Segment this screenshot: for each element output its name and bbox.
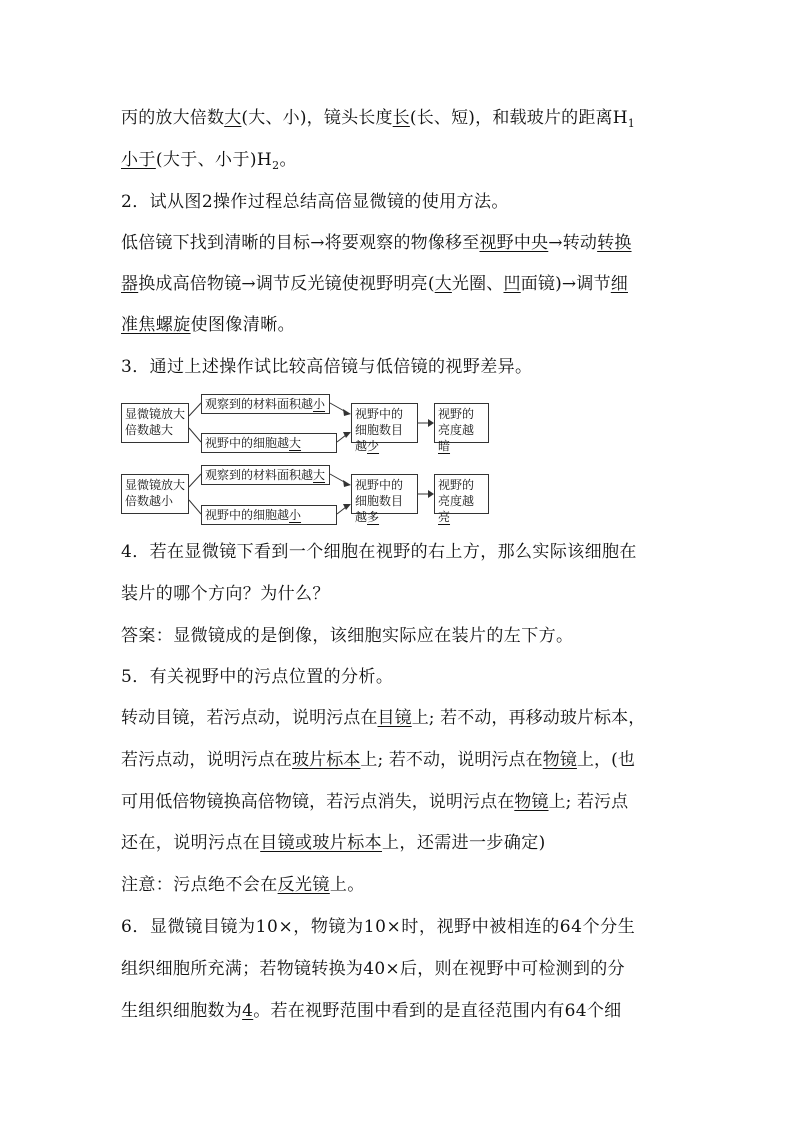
arrow-head xyxy=(343,480,351,487)
text-line xyxy=(121,792,628,812)
text: 转动目镜，若污点动，说明污点在 xyxy=(121,708,378,728)
answer-blank: 玻片标本 xyxy=(292,750,361,770)
answer-blank: 目镜或玻片标本 xyxy=(260,833,383,853)
answer-blank: 目镜 xyxy=(377,708,412,728)
connector-line xyxy=(189,474,201,487)
answer-blank: 小 xyxy=(313,397,326,411)
connector-line xyxy=(337,435,346,442)
question-6-line: 6．显微镜目镜为10×，物镜为10×时，视野中被相连的64个分生 xyxy=(121,917,636,937)
answer-blank: 少 xyxy=(367,439,380,453)
answer-blank: 大 xyxy=(313,468,326,482)
arrow-head xyxy=(343,409,351,416)
connector-line xyxy=(189,428,201,442)
note-line xyxy=(121,875,365,895)
text: 。 xyxy=(279,150,297,170)
answer-blank: 物镜 xyxy=(514,792,549,812)
text: 视野中的细胞越 xyxy=(205,436,290,450)
text: 上; 若不动，说明污点在 xyxy=(360,750,543,770)
text: 生组织细胞数为 xyxy=(121,1001,243,1021)
text: (长、短)，和载玻片的距离H xyxy=(409,108,628,128)
answer-blank: 长 xyxy=(392,108,410,128)
text: 低倍镜下找到清晰的目标→将要观察的物像移至 xyxy=(121,233,480,253)
question-4-line: 装片的哪个方向？为什么？ xyxy=(121,584,330,604)
question-3: 3．通过上述操作试比较高倍镜与低倍镜的视野差异。 xyxy=(121,357,533,377)
question-4-line: 4．若在显微镜下看到一个细胞在视野的右上方，那么实际该细胞在 xyxy=(121,542,637,562)
question-2: 2．试从图2操作过程总结高倍显微镜的使用方法。 xyxy=(121,192,509,212)
text: 上; 若不动，再移动玻片标本， xyxy=(411,708,646,728)
text: 观察到的材料面积越 xyxy=(205,397,314,411)
text: 若污点动，说明污点在 xyxy=(121,750,292,770)
text: (大、小)，镜头长度 xyxy=(241,108,393,128)
text: 面镜)→调节 xyxy=(520,274,611,294)
result-box-cell-count xyxy=(351,403,418,453)
question-6-line xyxy=(121,1001,621,1021)
effect-box-cell-size xyxy=(201,433,337,453)
effect-box-area xyxy=(201,465,330,485)
text: 观察到的材料面积越 xyxy=(205,468,314,482)
text: 视野的亮度越 xyxy=(438,478,475,508)
answer-blank: 细 xyxy=(610,274,628,294)
answer-blank: 大 xyxy=(289,436,302,450)
text: 丙的放大倍数 xyxy=(121,108,225,128)
text: 还在，说明污点在 xyxy=(121,833,261,853)
result-box-brightness xyxy=(434,474,489,524)
text-line xyxy=(121,750,635,770)
answer-blank: 视野中央 xyxy=(479,233,549,253)
answer-blank: 反光镜 xyxy=(277,875,330,895)
answer-blank: 转换 xyxy=(597,233,632,253)
text: 视野中的细胞数目越 xyxy=(355,407,404,453)
text: 可用低倍物镜换高倍物镜，若污点消失，说明污点在 xyxy=(121,792,515,812)
connector-line xyxy=(189,403,201,416)
connector-line xyxy=(337,507,346,514)
arrow-head xyxy=(343,504,351,510)
text: →转动 xyxy=(548,233,598,253)
question-6-line: 组织细胞所充满；若物镜转换为40×后，则在视野中可检测到的分 xyxy=(121,959,625,979)
answer-blank: 多 xyxy=(367,510,380,524)
source-box: 显微镜放大倍数越大 xyxy=(121,403,189,443)
text: 注意：污点绝不会在 xyxy=(121,875,278,895)
text-line xyxy=(121,833,546,853)
answer-blank: 小 xyxy=(289,508,302,522)
subscript: 2 xyxy=(272,159,280,172)
answer-blank: 器 xyxy=(121,274,139,294)
effect-box-area xyxy=(201,394,330,414)
text: (大于、小于)H xyxy=(155,150,273,170)
connector-line xyxy=(189,500,201,514)
text: 视野的亮度越 xyxy=(438,407,475,437)
answer-blank: 准焦螺旋 xyxy=(121,315,191,335)
text: 上。 xyxy=(329,875,365,895)
source-box: 显微镜放大倍数越小 xyxy=(121,474,189,514)
question-5: 5．有关视野中的污点位置的分析。 xyxy=(121,667,394,687)
text-line xyxy=(121,708,645,728)
result-box-brightness xyxy=(434,403,489,453)
text: 光圈、 xyxy=(451,274,504,294)
result-box-cell-count xyxy=(351,474,418,524)
answer-blank: 暗 xyxy=(438,439,451,453)
arrow-head xyxy=(343,432,351,438)
text: 上; 若污点 xyxy=(548,792,629,812)
answer-blank: 物镜 xyxy=(542,750,577,770)
text: 使图像清晰。 xyxy=(190,315,296,335)
text: 视野中的细胞数目越 xyxy=(355,478,404,524)
answer-blank: 凹 xyxy=(503,274,521,294)
answer-blank: 亮 xyxy=(438,510,451,524)
text: 视野中的细胞越 xyxy=(205,508,290,522)
answer-blank: 小于 xyxy=(121,150,156,170)
subscript: 1 xyxy=(627,117,635,130)
answer-blank: 4 xyxy=(242,1001,254,1021)
text: 。若在视野范围中看到的是直径范围内有64个细 xyxy=(253,1001,622,1021)
answer-4: 答案：显微镜成的是倒像，该细胞实际应在装片的左下方。 xyxy=(121,626,574,646)
answer-blank: 大 xyxy=(224,108,242,128)
text: 换成高倍物镜→调节反光镜使视野明亮( xyxy=(138,274,435,294)
effect-box-cell-size xyxy=(201,505,337,525)
text: 上，还需进一步确定) xyxy=(382,833,546,853)
answer-blank: 大 xyxy=(434,274,452,294)
text: 上，(也 xyxy=(576,750,635,770)
